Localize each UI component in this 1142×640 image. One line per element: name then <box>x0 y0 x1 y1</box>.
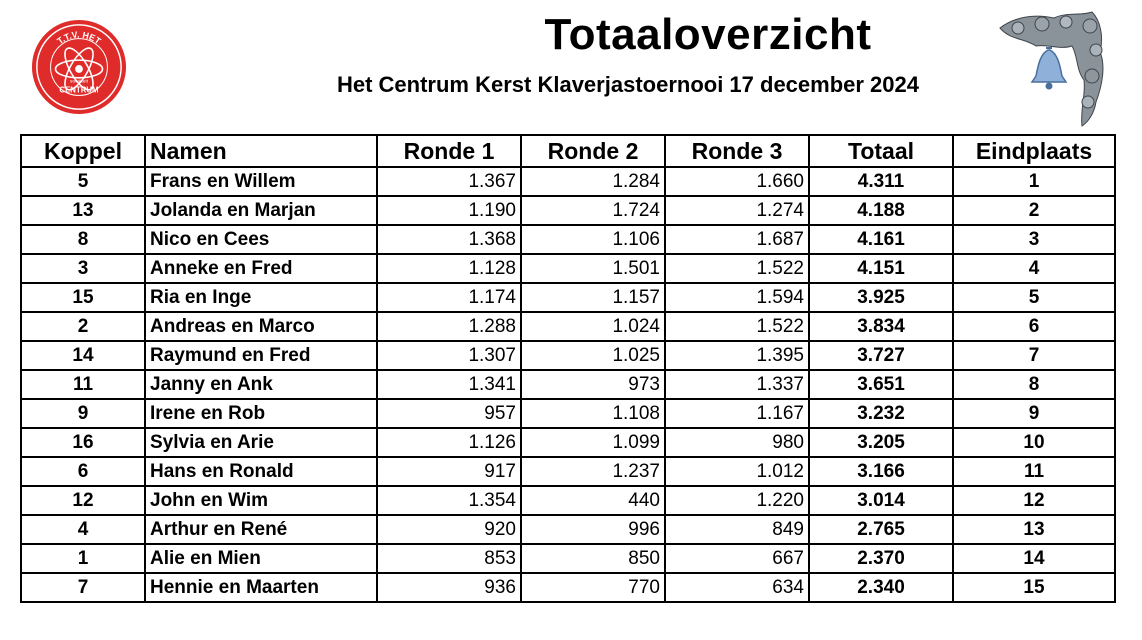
cell-koppel: 2 <box>21 312 145 341</box>
cell-ronde-3: 634 <box>665 573 809 602</box>
cell-eindplaats: 6 <box>953 312 1115 341</box>
logo-bottom-text: CENTRUM <box>59 85 99 95</box>
header-koppel: Koppel <box>21 135 145 167</box>
cell-ronde-3: 1.337 <box>665 370 809 399</box>
cell-totaal: 3.834 <box>809 312 953 341</box>
cell-totaal: 3.014 <box>809 486 953 515</box>
cell-ronde-2: 850 <box>521 544 665 573</box>
cell-ronde-3: 1.687 <box>665 225 809 254</box>
cell-ronde-1: 1.128 <box>377 254 521 283</box>
cell-ronde-2: 1.108 <box>521 399 665 428</box>
table-row <box>21 283 1115 312</box>
cell-koppel: 14 <box>21 341 145 370</box>
cell-koppel: 9 <box>21 399 145 428</box>
cell-eindplaats: 7 <box>953 341 1115 370</box>
cell-eindplaats: 13 <box>953 515 1115 544</box>
page-subtitle: Het Centrum Kerst Klaverjastoernooi 17 december 2024 <box>336 72 919 97</box>
cell-namen: Irene en Rob <box>145 399 377 428</box>
cell-ronde-1: 1.367 <box>377 167 521 196</box>
cell-ronde-1: 1.307 <box>377 341 521 370</box>
table-row <box>21 428 1115 457</box>
cell-ronde-2: 1.024 <box>521 312 665 341</box>
header-eindplaats: Eindplaats <box>953 135 1115 167</box>
cell-ronde-1: 853 <box>377 544 521 573</box>
table-row <box>21 312 1115 341</box>
cell-ronde-3: 1.167 <box>665 399 809 428</box>
cell-totaal: 4.151 <box>809 254 953 283</box>
header-ronde-1: Ronde 1 <box>377 135 521 167</box>
cell-eindplaats: 11 <box>953 457 1115 486</box>
cell-namen: Nico en Cees <box>145 225 377 254</box>
cell-eindplaats: 4 <box>953 254 1115 283</box>
cell-namen: Frans en Willem <box>145 167 377 196</box>
logo-middle-text: sociëteit <box>70 79 88 85</box>
cell-ronde-1: 936 <box>377 573 521 602</box>
header-ronde-3: Ronde 3 <box>665 135 809 167</box>
table-row <box>21 167 1115 196</box>
cell-ronde-1: 1.354 <box>377 486 521 515</box>
cell-ronde-3: 1.274 <box>665 196 809 225</box>
cell-totaal: 4.188 <box>809 196 953 225</box>
cell-eindplaats: 8 <box>953 370 1115 399</box>
cell-koppel: 3 <box>21 254 145 283</box>
table-row <box>21 457 1115 486</box>
cell-ronde-2: 973 <box>521 370 665 399</box>
cell-totaal: 3.166 <box>809 457 953 486</box>
cell-eindplaats: 1 <box>953 167 1115 196</box>
cell-totaal: 4.311 <box>809 167 953 196</box>
cell-koppel: 12 <box>21 486 145 515</box>
cell-eindplaats: 3 <box>953 225 1115 254</box>
cell-koppel: 8 <box>21 225 145 254</box>
cell-ronde-1: 1.368 <box>377 225 521 254</box>
cell-ronde-3: 1.012 <box>665 457 809 486</box>
table-row <box>21 254 1115 283</box>
cell-ronde-1: 920 <box>377 515 521 544</box>
cell-namen: Hennie en Maarten <box>145 573 377 602</box>
table-row <box>21 515 1115 544</box>
table-row <box>21 486 1115 515</box>
cell-koppel: 6 <box>21 457 145 486</box>
cell-ronde-2: 1.025 <box>521 341 665 370</box>
cell-koppel: 7 <box>21 573 145 602</box>
cell-namen: Anneke en Fred <box>145 254 377 283</box>
cell-ronde-2: 1.106 <box>521 225 665 254</box>
cell-ronde-3: 1.522 <box>665 254 809 283</box>
cell-namen: Arthur en René <box>145 515 377 544</box>
cell-ronde-1: 1.190 <box>377 196 521 225</box>
cell-ronde-2: 996 <box>521 515 665 544</box>
cell-totaal: 3.651 <box>809 370 953 399</box>
header-totaal: Totaal <box>809 135 953 167</box>
cell-ronde-1: 957 <box>377 399 521 428</box>
cell-namen: Janny en Ank <box>145 370 377 399</box>
cell-totaal: 4.161 <box>809 225 953 254</box>
cell-eindplaats: 9 <box>953 399 1115 428</box>
cell-koppel: 16 <box>21 428 145 457</box>
cell-totaal: 3.925 <box>809 283 953 312</box>
cell-eindplaats: 15 <box>953 573 1115 602</box>
cell-ronde-2: 1.501 <box>521 254 665 283</box>
cell-koppel: 5 <box>21 167 145 196</box>
cell-namen: Hans en Ronald <box>145 457 377 486</box>
cell-eindplaats: 5 <box>953 283 1115 312</box>
cell-ronde-3: 1.594 <box>665 283 809 312</box>
table-row <box>21 399 1115 428</box>
cell-ronde-2: 440 <box>521 486 665 515</box>
table-row <box>21 225 1115 254</box>
cell-totaal: 2.765 <box>809 515 953 544</box>
cell-ronde-3: 849 <box>665 515 809 544</box>
cell-namen: Jolanda en Marjan <box>145 196 377 225</box>
cell-ronde-2: 1.237 <box>521 457 665 486</box>
cell-ronde-3: 667 <box>665 544 809 573</box>
cell-eindplaats: 14 <box>953 544 1115 573</box>
cell-namen: Sylvia en Arie <box>145 428 377 457</box>
table-row <box>21 544 1115 573</box>
table-header-row <box>21 135 1115 167</box>
cell-ronde-1: 1.288 <box>377 312 521 341</box>
cell-namen: Andreas en Marco <box>145 312 377 341</box>
cell-ronde-1: 917 <box>377 457 521 486</box>
cell-ronde-1: 1.341 <box>377 370 521 399</box>
cell-ronde-3: 980 <box>665 428 809 457</box>
cell-namen: Raymund en Fred <box>145 341 377 370</box>
table-row <box>21 341 1115 370</box>
header-namen: Namen <box>145 135 377 167</box>
header-ronde-2: Ronde 2 <box>521 135 665 167</box>
table-row <box>21 573 1115 602</box>
cell-koppel: 1 <box>21 544 145 573</box>
cell-totaal: 2.340 <box>809 573 953 602</box>
cell-eindplaats: 12 <box>953 486 1115 515</box>
cell-koppel: 11 <box>21 370 145 399</box>
logo-top-text: T.T.V. HET <box>55 29 103 47</box>
cell-namen: Ria en Inge <box>145 283 377 312</box>
table-row <box>21 196 1115 225</box>
cell-ronde-2: 1.724 <box>521 196 665 225</box>
table-row <box>21 370 1115 399</box>
cell-eindplaats: 10 <box>953 428 1115 457</box>
cell-ronde-2: 1.099 <box>521 428 665 457</box>
cell-totaal: 2.370 <box>809 544 953 573</box>
page-title: Totaaloverzicht <box>544 10 872 59</box>
cell-koppel: 15 <box>21 283 145 312</box>
cell-ronde-1: 1.126 <box>377 428 521 457</box>
cell-koppel: 4 <box>21 515 145 544</box>
cell-ronde-3: 1.395 <box>665 341 809 370</box>
cell-eindplaats: 2 <box>953 196 1115 225</box>
cell-ronde-3: 1.220 <box>665 486 809 515</box>
cell-totaal: 3.232 <box>809 399 953 428</box>
cell-ronde-1: 1.174 <box>377 283 521 312</box>
cell-ronde-3: 1.660 <box>665 167 809 196</box>
cell-totaal: 3.727 <box>809 341 953 370</box>
cell-namen: John en Wim <box>145 486 377 515</box>
christmas-bell-icon <box>996 10 1108 128</box>
results-table <box>20 134 1116 603</box>
cell-ronde-2: 1.157 <box>521 283 665 312</box>
cell-ronde-3: 1.522 <box>665 312 809 341</box>
cell-ronde-2: 1.284 <box>521 167 665 196</box>
cell-koppel: 13 <box>21 196 145 225</box>
cell-ronde-2: 770 <box>521 573 665 602</box>
cell-namen: Alie en Mien <box>145 544 377 573</box>
cell-totaal: 3.205 <box>809 428 953 457</box>
